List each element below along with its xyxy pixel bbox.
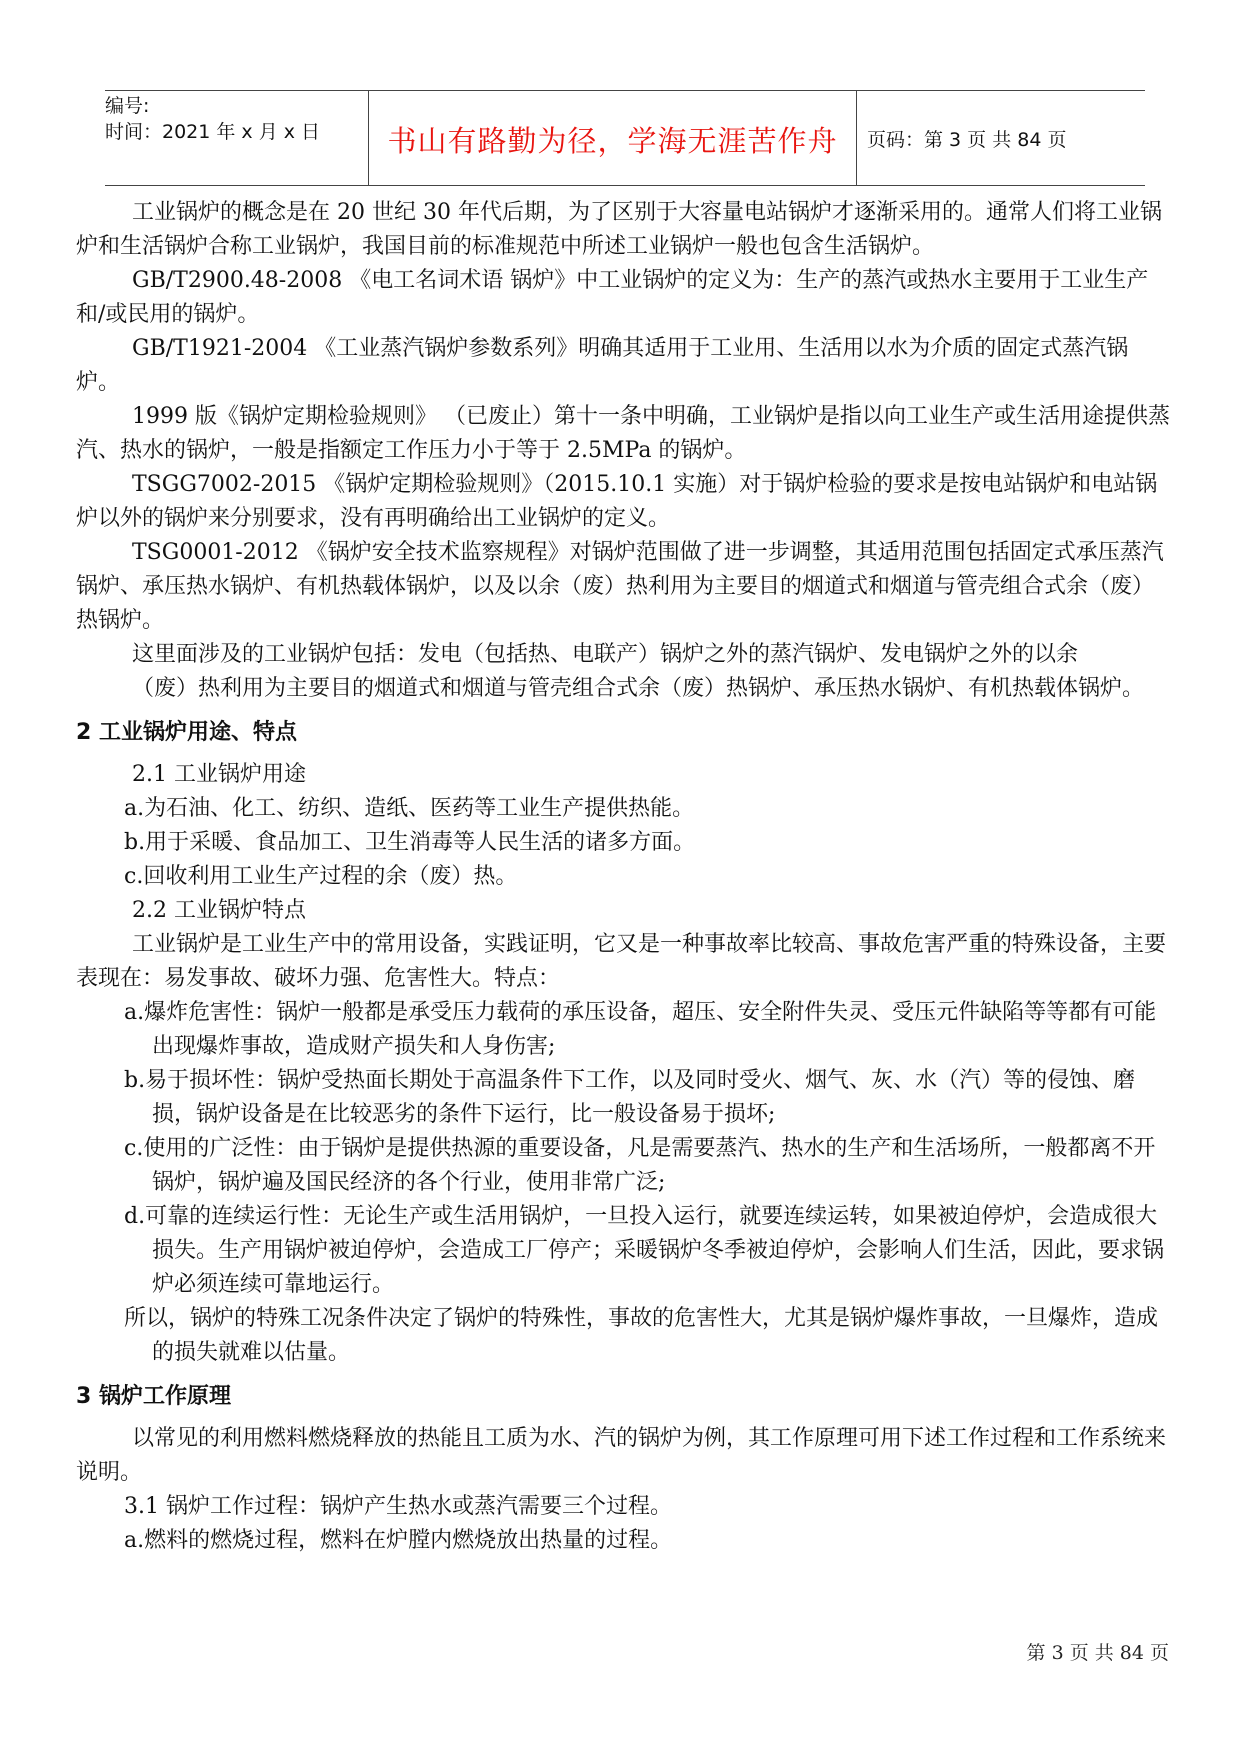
doc-number-label: 编号: xyxy=(105,95,150,117)
paragraph: GB/T2900.48-2008 《电工名词术语 锅炉》中工业锅炉的定义为：生产的蒸汽或热水主要用于工业生产和/或民用的锅炉。 xyxy=(76,268,1149,327)
section-heading: 2 工业锅炉用途、特点 xyxy=(76,720,297,745)
subsection-heading: 3.1 锅炉工作过程：锅炉产生热水或蒸汽需要三个过程。 xyxy=(124,1494,672,1519)
header-info-cell xyxy=(105,91,369,185)
list-item: c.使用的广泛性：由于锅炉是提供热源的重要设备，凡是需要蒸汽、热水的生产和生活场所，一般都离不开锅炉，锅炉遍及国民经济的各个行业，使用非常广泛; xyxy=(124,1136,1156,1195)
paragraph: 以常见的利用燃料燃烧释放的热能且工质为水、汽的锅炉为例，其工作原理可用下述工作过程和工作系统来说明。 xyxy=(76,1426,1167,1485)
motto: 书山有路勤为径，学海无涯苦作舟 xyxy=(387,124,838,158)
paragraph: TSG0001-2012 《锅炉安全技术监察规程》对锅炉范围做了进一步调整，其适用范围包括固定式承压蒸汽锅炉、承压热水锅炉、有机热载体锅炉，以及以余（废）热利用为主要目的烟道式和烟道与管壳组合式余（废）热锅炉。 xyxy=(76,540,1164,633)
list-item: a.爆炸危害性：锅炉一般都是承受压力载荷的承压设备，超压、安全附件失灵、受压元件缺陷等等都有可能出现爆炸事故，造成财产损失和人身伤害; xyxy=(124,1000,1157,1059)
paragraph: 工业锅炉是工业生产中的常用设备，实践证明，它又是一种事故率比较高、事故危害严重的特殊设备，主要表现在：易发事故、破坏力强、危害性大。特点： xyxy=(76,932,1167,991)
paragraph: 这里面涉及的工业锅炉包括：发电（包括热、电联产）锅炉之外的蒸汽锅炉、发电锅炉之外的以余 xyxy=(132,642,1079,667)
header-page-cell xyxy=(857,91,1145,185)
list-item: b.用于采暖、食品加工、卫生消毒等人民生活的诸多方面。 xyxy=(124,830,696,855)
page-footer: 第 3 页 共 84 页 xyxy=(1026,1642,1169,1664)
paragraph: TSGG7002-2015 《锅炉定期检验规则》（2015.10.1 实施）对于锅炉检验的要求是按电站锅炉和电站锅炉以外的锅炉来分别要求，没有再明确给出工业锅炉的定义。 xyxy=(76,472,1158,531)
doc-time-label: 时间：2021 年 x 月 x 日 xyxy=(105,121,321,143)
page-code: 页码：第 3 页 共 84 页 xyxy=(867,129,1067,151)
subsection-heading: 2.2 工业锅炉特点 xyxy=(132,898,306,923)
paragraph: GB/T1921-2004 《工业蒸汽锅炉参数系列》明确其适用于工业用、生活用以水为介质的固定式蒸汽锅炉。 xyxy=(76,336,1129,395)
paragraph: 所以，锅炉的特殊工况条件决定了锅炉的特殊性，事故的危害性大，尤其是锅炉爆炸事故，一旦爆炸，造成的损失就难以估量。 xyxy=(124,1306,1159,1365)
list-item: c.回收利用工业生产过程的余（废）热。 xyxy=(124,864,518,889)
list-item: d.可靠的连续运行性：无论生产或生活用锅炉，一旦投入运行，就要连续运转，如果被迫停炉，会造成很大损失。生产用锅炉被迫停炉，会造成工厂停产；采暖锅炉冬季被迫停炉，会影响人们生活，因此，要求锅炉必须连续可靠地运行。 xyxy=(124,1204,1165,1297)
page-header xyxy=(105,90,1145,186)
paragraph: 工业锅炉的概念是在 20 世纪 30 年代后期，为了区别于大容量电站锅炉才逐渐采用的。通常人们将工业锅炉和生活锅炉合称工业锅炉，我国目前的标准规范中所述工业锅炉一般也包含生活锅炉。 xyxy=(76,200,1162,259)
list-item: a.为石油、化工、纺织、造纸、医药等工业生产提供热能。 xyxy=(124,796,695,821)
paragraph: 1999 版《锅炉定期检验规则》 （已废止）第十一条中明确，工业锅炉是指以向工业生产或生活用途提供蒸汽、热水的锅炉，一般是指额定工作压力小于等于 2.5MPa 的锅炉。 xyxy=(76,404,1170,463)
section-heading: 3 锅炉工作原理 xyxy=(76,1384,231,1409)
subsection-heading: 2.1 工业锅炉用途 xyxy=(132,762,306,787)
list-item: a.燃料的燃烧过程，燃料在炉膛内燃烧放出热量的过程。 xyxy=(124,1528,673,1553)
list-item: b.易于损坏性：锅炉受热面长期处于高温条件下工作，以及同时受火、烟气、灰、水（汽）等的侵蚀、磨损，锅炉设备是在比较恶劣的条件下运行，比一般设备易于损坏; xyxy=(124,1068,1136,1127)
header-motto-cell xyxy=(369,91,857,185)
paragraph: （废）热利用为主要目的烟道式和烟道与管壳组合式余（废）热锅炉、承压热水锅炉、有机热载体锅炉。 xyxy=(132,676,1145,701)
document-body xyxy=(76,196,1170,1558)
